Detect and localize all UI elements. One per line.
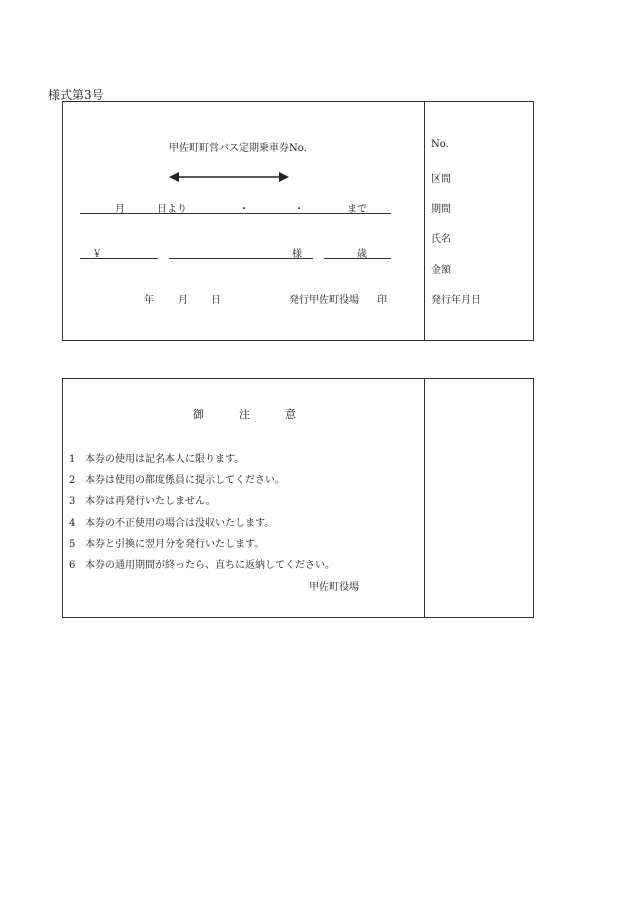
stub-divider: [424, 379, 425, 617]
stub-field-issue-date: 発行年月日: [431, 295, 481, 306]
ticket-title: 甲佐町町営バス定期乗車券No.: [169, 143, 307, 154]
month-label: 月: [115, 204, 125, 215]
notice-item: [69, 492, 216, 507]
notice-item-text: 本券の不正使用の場合は没収いたします。: [85, 518, 275, 529]
notice-item: [69, 535, 264, 550]
issuer-label: 発行甲佐町役場: [289, 295, 359, 306]
age-label: 歳: [357, 249, 367, 260]
notice-item-text: 本券の通用期間が終ったら、直ちに返納してください。: [85, 560, 335, 571]
stub-field-amount: 金額: [431, 265, 451, 276]
stub-field-number: No.: [431, 139, 449, 150]
notice-item-number: 6: [69, 560, 76, 571]
bus-pass-ticket: [62, 101, 534, 341]
notice-item-text: 本券と引換に翌月分を発行いたします。: [85, 539, 265, 550]
stub-field-section: 区間: [431, 174, 451, 185]
year-label: 年: [144, 295, 154, 306]
route-arrow-icon: [169, 170, 289, 184]
notice-item-text: 本券は再発行いたしません。: [85, 496, 216, 507]
issue-day-label: 日: [211, 295, 221, 306]
notice-item-number: 2: [69, 475, 76, 486]
amount-underline: [80, 258, 158, 259]
period-dot-1: ・: [239, 204, 249, 215]
notice-item-text: 本券は使用の都度係員に提示してください。: [85, 475, 285, 486]
yen-label: ￥: [92, 249, 102, 260]
until-label: まで: [347, 204, 367, 215]
day-from-label: 日より: [157, 204, 187, 215]
notice-title-char-3: 意: [285, 408, 296, 421]
notice-item-number: 1: [69, 454, 76, 465]
notice-item: [69, 450, 244, 465]
honorific-label: 様: [292, 249, 302, 260]
notice-title-char-1: 御: [193, 408, 204, 421]
form-number-label: 様式第3号: [48, 88, 104, 102]
notice-item-number: 5: [69, 539, 76, 550]
stub-divider: [424, 102, 425, 340]
period-dot-2: ・: [294, 204, 304, 215]
notice-item-number: 3: [69, 496, 76, 507]
stub-field-name: 氏名: [431, 234, 451, 245]
notice-item: [69, 556, 335, 571]
period-underline: [80, 213, 391, 214]
notice-item: [69, 471, 285, 486]
notice-item-number: 4: [69, 518, 76, 529]
notice-item-text: 本券の使用は記名本人に限ります。: [85, 454, 245, 465]
notice-card: [62, 378, 534, 618]
issue-month-label: 月: [178, 295, 188, 306]
notice-title-char-2: 注: [239, 408, 250, 421]
stub-field-period: 期間: [431, 204, 451, 215]
notice-item: [69, 514, 274, 529]
seal-label: 印: [377, 295, 387, 306]
notice-signature: 甲佐町役場: [309, 582, 359, 593]
